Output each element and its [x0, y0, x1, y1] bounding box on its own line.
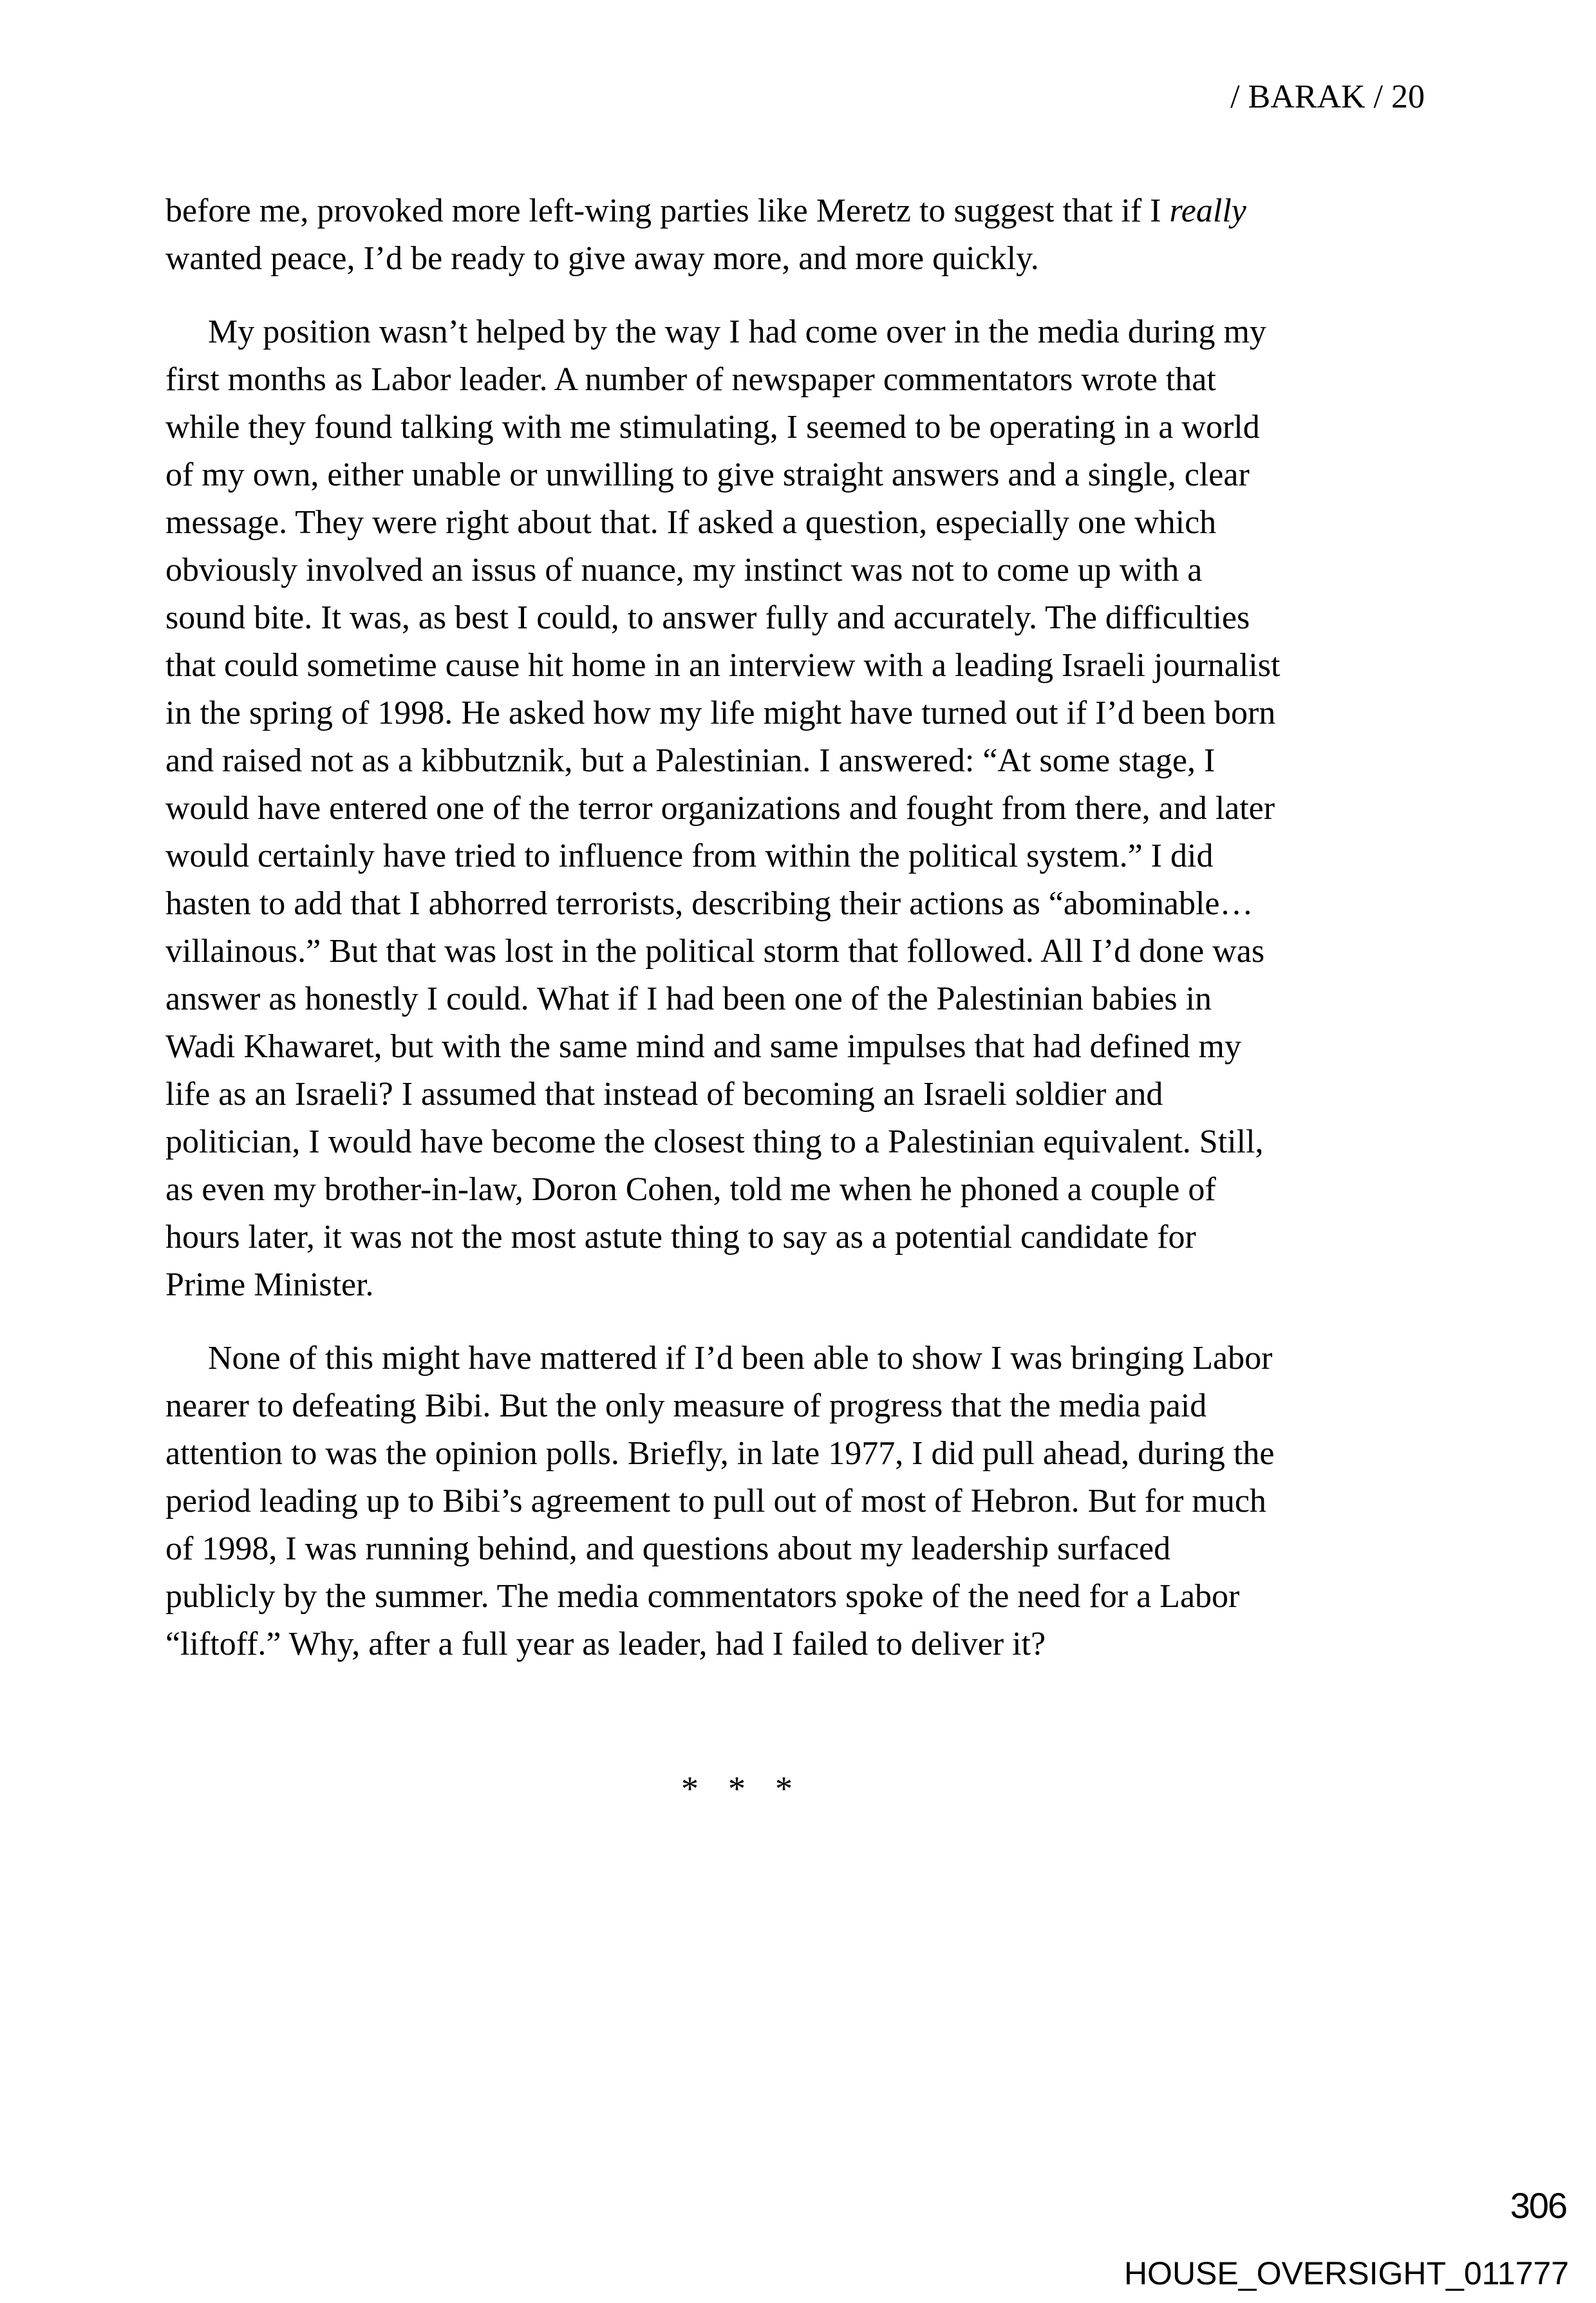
paragraph [165, 1335, 1453, 1668]
text-line: My position wasn’t helped by the way I had come over in the media during my [208, 314, 1266, 350]
text-line: would certainly have tried to influence from within the political system.” I did [165, 838, 1214, 874]
paragraph [165, 187, 1453, 283]
text-line: sound bite. It was, as best I could, to answer fully and accurately. The difficulties [165, 599, 1250, 636]
text-line: nearer to defeating Bibi. But the only measure of progress that the media paid [165, 1387, 1207, 1424]
text-line: of 1998, I was running behind, and questions about my leadership surfaced [165, 1530, 1171, 1567]
text-line: as even my brother-in-law, Doron Cohen, told me when he phoned a couple of [165, 1171, 1216, 1208]
text-line: villainous.” But that was lost in the political storm that followed. All I’d done was [165, 933, 1265, 970]
text-line: first months as Labor leader. A number of newspaper commentators wrote that [165, 361, 1216, 398]
text-line: that could sometime cause hit home in an interview with a leading Israeli journalist [165, 647, 1281, 684]
text-line: None of this might have mattered if I’d been able to show I was bringing Labor [208, 1340, 1273, 1377]
text-line: Prime Minister. [165, 1266, 374, 1303]
text-line: hasten to add that I abhorred terrorists, describing their actions as “abominable… [165, 885, 1253, 922]
section-separator [681, 1769, 793, 1808]
asterisk: * [728, 1769, 746, 1808]
page-header: / BARAK / 20 [1230, 79, 1425, 115]
text-line: while they found talking with me stimulating, I seemed to be operating in a world [165, 409, 1260, 446]
text-line: obviously involved an issus of nuance, my instinct was not to come up with a [165, 552, 1203, 588]
text-line: answer as honestly I could. What if I had been one of the Palestinian babies in [165, 981, 1212, 1017]
bates-stamp: HOUSE_OVERSIGHT_011777 [1123, 2255, 1569, 2291]
text-line: period leading up to Bibi’s agreement to pull out of most of Hebron. But for much [165, 1483, 1266, 1519]
text-line: life as an Israeli? I assumed that instead of becoming an Israeli soldier and [165, 1076, 1163, 1113]
asterisk: * [681, 1769, 699, 1808]
text-line: politician, I would have become the closest thing to a Palestinian equivalent. Still, [165, 1123, 1264, 1160]
text-line: “liftoff.” Why, after a full year as leader, had I failed to deliver it? [165, 1626, 1046, 1662]
asterisk: * [775, 1769, 793, 1808]
paragraph [165, 308, 1453, 1309]
text-line: hours later, it was not the most astute thing to say as a potential candidate for [165, 1219, 1196, 1255]
document-body [165, 187, 1453, 1668]
text-line: would have entered one of the terror organizations and fought from there, and later [165, 790, 1275, 827]
text-line: in the spring of 1998. He asked how my life might have turned out if I’d been born [165, 695, 1276, 731]
page-number: 306 [1510, 2185, 1566, 2226]
text-line: and raised not as a kibbutznik, but a Palestinian. I answered: “At some stage, I [165, 742, 1216, 779]
text-line: Wadi Khawaret, but with the same mind and same impulses that had defined my [165, 1028, 1241, 1065]
text-line: of my own, either unable or unwilling to give straight answers and a single, clear [165, 456, 1250, 493]
text-line: before me, provoked more left-wing parties like Meretz to suggest that if I really [165, 193, 1246, 229]
text-line: publicly by the summer. The media commentators spoke of the need for a Labor [165, 1578, 1240, 1615]
text-line: wanted peace, I’d be ready to give away more, and more quickly. [165, 240, 1039, 277]
text-line: message. They were right about that. If asked a question, especially one which [165, 504, 1217, 541]
text-line: attention to was the opinion polls. Briefly, in late 1977, I did pull ahead, during the [165, 1435, 1275, 1472]
